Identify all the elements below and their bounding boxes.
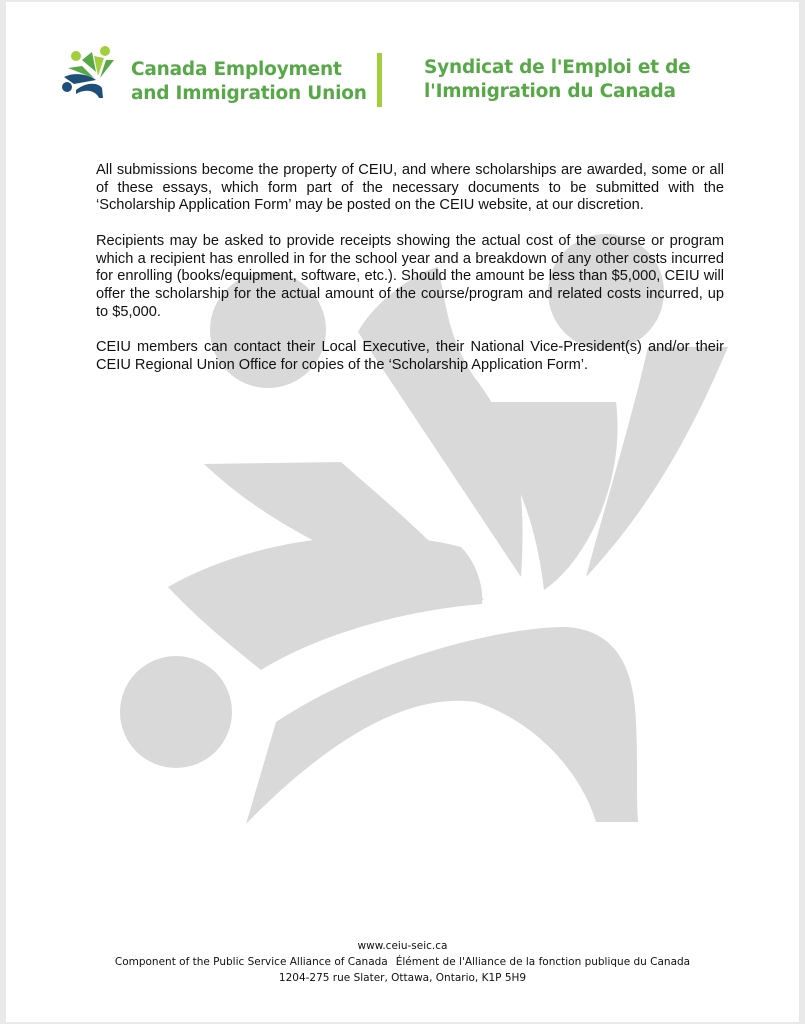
document-body [96, 162, 724, 392]
paragraph-submissions: All submissions become the property of CEIU, and where scholarships are awarded, some or all of these essays, which form part of the necessary documents to be submitted with the ‘Scholarship Application Form’ may be posted on the CEIU website, at our discretion. [96, 162, 724, 214]
org-name-en-line2: and Immigration Union [131, 83, 367, 104]
document-page [6, 2, 799, 1022]
letterhead [6, 2, 799, 122]
org-name-fr-line1: Syndicat de l'Emploi et de [424, 57, 691, 78]
paragraph-receipts: Recipients may be asked to provide receipts showing the actual cost of the course or program which a recipient has enrolled in for the school year and a breakdown of any other costs incurred for enrolling (books/equipment, software, etc.). Should the amount be less than $5,000, CEIU will offer the scholarship for the actual amount of the course/program and related costs incurred, up to $5,000. [96, 232, 724, 320]
footer-component-fr: Élément de l'Alliance de la fonction publique du Canada [395, 956, 691, 968]
footer-address: 1204-275 rue Slater, Ottawa, Ontario, K1P 5H9 [278, 972, 527, 984]
footer-website: www.ceiu-seic.ca [357, 940, 448, 952]
paragraph-contact: CEIU members can contact their Local Executive, their National Vice-President(s) and/or their CEIU Regional Union Office for copies of the ‘Scholarship Application Form’. [96, 339, 724, 373]
org-name-french [424, 56, 691, 104]
ceiu-logo-watermark [6, 2, 799, 1022]
watermark-book [168, 536, 482, 670]
org-name-english [131, 58, 367, 106]
footer [6, 938, 799, 986]
watermark-head-left [120, 656, 232, 768]
footer-component [6, 954, 799, 970]
header-divider [377, 53, 382, 107]
org-name-fr-line2: l'Immigration du Canada [424, 81, 676, 102]
footer-component-en: Component of the Public Service Alliance of Canada [114, 956, 388, 968]
watermark-body-swoosh [246, 627, 638, 824]
ceiu-logo-icon [58, 44, 116, 102]
org-name-en-line1: Canada Employment [131, 59, 342, 80]
